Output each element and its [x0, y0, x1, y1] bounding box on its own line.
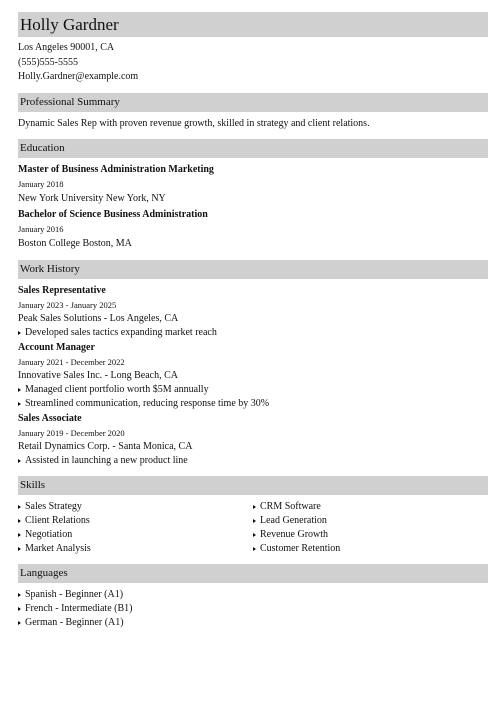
education-date: January 2018	[18, 178, 64, 189]
section-title-work: Work History	[18, 260, 488, 279]
skill-item: Negotiation	[18, 528, 253, 542]
job-company: Peak Sales Solutions - Los Angeles, CA	[18, 312, 179, 324]
education-list	[18, 162, 488, 252]
education-item	[18, 207, 488, 252]
skill-item: Lead Generation	[253, 514, 488, 528]
job-title: Account Manager	[18, 341, 95, 353]
skills-column-left	[18, 500, 253, 556]
language-item: Spanish - Beginner (A1)	[18, 588, 488, 602]
skills-list	[18, 500, 488, 556]
job-bullets	[18, 454, 488, 468]
job-bullets	[18, 326, 488, 340]
skill-item: Market Analysis	[18, 542, 253, 556]
job-dates: January 2021 - December 2022	[18, 356, 125, 367]
job-item	[18, 411, 488, 468]
work-list	[18, 283, 488, 468]
languages-list	[18, 588, 488, 630]
resume-page	[18, 12, 488, 630]
job-company: Retail Dynamics Corp. - Santa Monica, CA	[18, 440, 193, 452]
section-title-skills: Skills	[18, 476, 488, 495]
section-title-summary: Professional Summary	[18, 93, 488, 112]
skill-item: Revenue Growth	[253, 528, 488, 542]
language-item: French - Intermediate (B1)	[18, 602, 488, 616]
candidate-name: Holly Gardner	[18, 12, 488, 37]
degree: Master of Business Administration Marketing	[18, 163, 214, 175]
school: New York University New York, NY	[18, 192, 166, 204]
summary-text: Dynamic Sales Rep with proven revenue growth, skilled in strategy and client relations.	[18, 117, 370, 129]
job-bullet: Developed sales tactics expanding market reach	[18, 326, 488, 340]
education-item	[18, 162, 488, 207]
contact-info	[18, 41, 488, 85]
skill-item: Sales Strategy	[18, 500, 253, 514]
skill-item: Customer Retention	[253, 542, 488, 556]
section-title-languages: Languages	[18, 564, 488, 583]
job-title: Sales Representative	[18, 284, 106, 296]
job-bullet: Assisted in launching a new product line	[18, 454, 488, 468]
job-bullet: Managed client portfolio worth $5M annually	[18, 383, 488, 397]
job-bullets	[18, 383, 488, 411]
job-company: Innovative Sales Inc. - Long Beach, CA	[18, 369, 178, 381]
language-item: German - Beginner (A1)	[18, 616, 488, 630]
degree: Bachelor of Science Business Administration	[18, 208, 208, 220]
phone: (555)555-5555	[18, 56, 78, 68]
job-dates: January 2019 - December 2020	[18, 427, 125, 438]
job-bullet: Streamlined communication, reducing response time by 30%	[18, 397, 488, 411]
skill-item: Client Relations	[18, 514, 253, 528]
job-item	[18, 283, 488, 340]
education-date: January 2016	[18, 223, 64, 234]
section-title-education: Education	[18, 139, 488, 158]
skill-item: CRM Software	[253, 500, 488, 514]
job-dates: January 2023 - January 2025	[18, 299, 117, 310]
address: Los Angeles 90001, CA	[18, 42, 115, 53]
school: Boston College Boston, MA	[18, 237, 132, 249]
job-item	[18, 340, 488, 411]
job-title: Sales Associate	[18, 412, 82, 424]
email: Holly.Gardner@example.com	[18, 71, 139, 82]
skills-column-right	[253, 500, 488, 556]
